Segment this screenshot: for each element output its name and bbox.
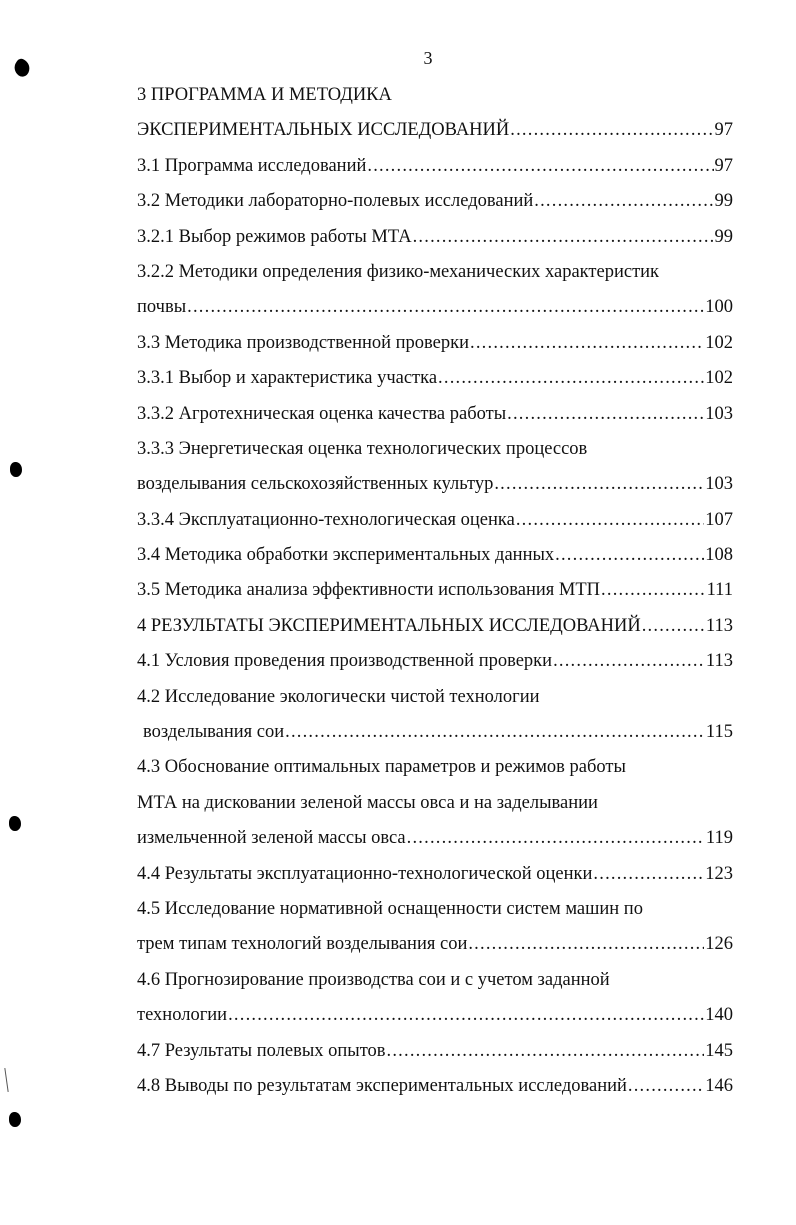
dot-leader	[285, 715, 705, 750]
toc-line	[137, 538, 733, 573]
toc-entry-title: измельченной зеленой массы овса	[137, 828, 406, 849]
toc-line	[137, 857, 733, 892]
toc-entry-page: 99	[714, 226, 733, 247]
toc-line	[137, 573, 733, 608]
toc-entry-title: трем типам технологий возделывания сои	[137, 934, 468, 955]
dot-leader	[507, 397, 704, 432]
dot-leader	[468, 927, 704, 962]
toc-entry-page: 108	[705, 545, 733, 566]
toc-entry-title: 3.3.2 Агротехническая оценка качества работы	[137, 403, 507, 424]
toc-entry-page: 102	[705, 332, 733, 353]
punch-hole-mark	[9, 1112, 21, 1127]
toc-entry-page: 100	[705, 297, 733, 318]
dot-leader	[494, 467, 704, 502]
toc-entry-page: 97	[714, 155, 733, 176]
dot-leader	[387, 1034, 705, 1069]
toc-entry-page: 107	[705, 509, 733, 530]
table-of-contents	[137, 78, 733, 1104]
toc-line	[137, 397, 733, 432]
toc-line	[137, 467, 733, 502]
toc-entry-title: 4.2 Исследование экологически чистой технологии	[137, 686, 540, 707]
toc-entry-title: ЭКСПЕРИМЕНТАЛЬНЫХ ИССЛЕДОВАНИЙ	[137, 120, 510, 141]
toc-entry-page: 102	[705, 368, 733, 389]
toc-entry-title: 4.4 Результаты эксплуатационно-технологической оценки	[137, 863, 593, 884]
toc-entry-title: 4.3 Обоснование оптимальных параметров и режимов работы	[137, 757, 626, 778]
toc-entry-title: 3.3.3 Энергетическая оценка технологических процессов	[137, 438, 588, 459]
toc-entry-title: 3.5 Методика анализа эффективности использования МТП	[137, 580, 601, 601]
dot-leader	[413, 220, 714, 255]
toc-line	[137, 998, 733, 1033]
toc-entry-title: 3.1 Программа исследований	[137, 155, 367, 176]
toc-line	[137, 113, 733, 148]
toc-entry-title: 4.7 Результаты полевых опытов	[137, 1040, 386, 1061]
toc-line	[137, 1069, 733, 1104]
toc-line	[137, 609, 733, 644]
toc-line	[137, 680, 733, 715]
dot-leader	[187, 290, 704, 325]
toc-entry-title: 3 ПРОГРАММА И МЕТОДИКА	[137, 85, 392, 105]
dot-leader	[593, 857, 704, 892]
dot-leader	[601, 573, 706, 608]
toc-line	[137, 644, 733, 679]
toc-line	[137, 290, 733, 325]
toc-entry-title: 4 РЕЗУЛЬТАТЫ ЭКСПЕРИМЕНТАЛЬНЫХ ИССЛЕДОВАНИЙ	[137, 615, 641, 636]
dot-leader	[642, 609, 705, 644]
toc-entry-title: 3.2.1 Выбор режимов работы МТА	[137, 226, 412, 247]
toc-line	[137, 78, 733, 113]
toc-entry-page: 115	[705, 722, 733, 743]
dot-leader	[438, 361, 704, 396]
toc-line	[137, 220, 733, 255]
toc-entry-title: 4.1 Условия проведения производственной проверки	[137, 651, 553, 672]
toc-entry-title: возделывания сои	[143, 722, 285, 743]
toc-line	[137, 750, 733, 785]
toc-entry-page: 145	[705, 1040, 733, 1061]
dot-leader	[553, 644, 705, 679]
toc-entry-page: 119	[705, 828, 733, 849]
toc-entry-title: 3.3.4 Эксплуатационно-технологическая оценка	[137, 509, 515, 530]
toc-entry-title: 3.3.1 Выбор и характеристика участка	[137, 368, 438, 389]
toc-entry-page: 111	[706, 580, 733, 601]
toc-entry-title: 3.2.2 Методики определения физико-механических характеристик	[137, 261, 660, 282]
dot-leader	[470, 326, 704, 361]
toc-entry-title: МТА на дисковании зеленой массы овса и на заделывании	[137, 792, 598, 813]
scan-mark	[4, 1068, 8, 1092]
dot-leader	[516, 503, 704, 538]
toc-entry-title: 4.6 Прогнозирование производства сои и с учетом заданной	[137, 969, 610, 990]
toc-line	[137, 821, 733, 856]
dot-leader	[228, 998, 704, 1033]
toc-entry-title: 4.8 Выводы по результатам экспериментальных исследований	[137, 1075, 627, 1096]
toc-entry-page: 103	[705, 403, 733, 424]
toc-entry-title: 4.5 Исследование нормативной оснащенности систем машин по	[137, 898, 643, 919]
toc-entry-title: 3.4 Методика обработки экспериментальных данных	[137, 545, 555, 566]
dot-leader	[367, 149, 713, 184]
page-number: 3	[423, 48, 433, 68]
dot-leader	[555, 538, 704, 573]
dot-leader	[510, 113, 713, 148]
toc-entry-title: технологии	[137, 1005, 228, 1026]
toc-line	[137, 715, 733, 750]
toc-entry-page: 103	[705, 474, 733, 495]
toc-entry-page: 123	[705, 863, 733, 884]
toc-entry-title: 3.2 Методики лабораторно-полевых исследований	[137, 191, 534, 212]
toc-entry-page: 97	[714, 120, 733, 141]
toc-entry-page: 113	[705, 615, 733, 636]
toc-entry-page: 126	[705, 934, 733, 955]
dot-leader	[407, 821, 705, 856]
toc-entry-title: почвы	[137, 297, 187, 318]
toc-entry-page: 146	[705, 1075, 733, 1096]
punch-hole-mark	[10, 462, 22, 477]
toc-line	[137, 149, 733, 184]
toc-entry-page: 99	[714, 191, 733, 212]
toc-line	[137, 786, 733, 821]
toc-entry-page: 113	[705, 651, 733, 672]
punch-hole-mark	[9, 816, 21, 831]
toc-line	[137, 255, 733, 290]
toc-line	[137, 892, 733, 927]
toc-line	[137, 927, 733, 962]
toc-line	[137, 184, 733, 219]
dot-leader	[628, 1069, 704, 1104]
toc-line	[137, 432, 733, 467]
toc-line	[137, 503, 733, 538]
dot-leader	[534, 184, 713, 219]
toc-line	[137, 1034, 733, 1069]
toc-line	[137, 963, 733, 998]
toc-entry-title: возделывания сельскохозяйственных культур	[137, 474, 494, 495]
toc-line	[137, 326, 733, 361]
toc-entry-page: 140	[705, 1005, 733, 1026]
toc-line	[137, 361, 733, 396]
toc-entry-title: 3.3 Методика производственной проверки	[137, 332, 470, 353]
